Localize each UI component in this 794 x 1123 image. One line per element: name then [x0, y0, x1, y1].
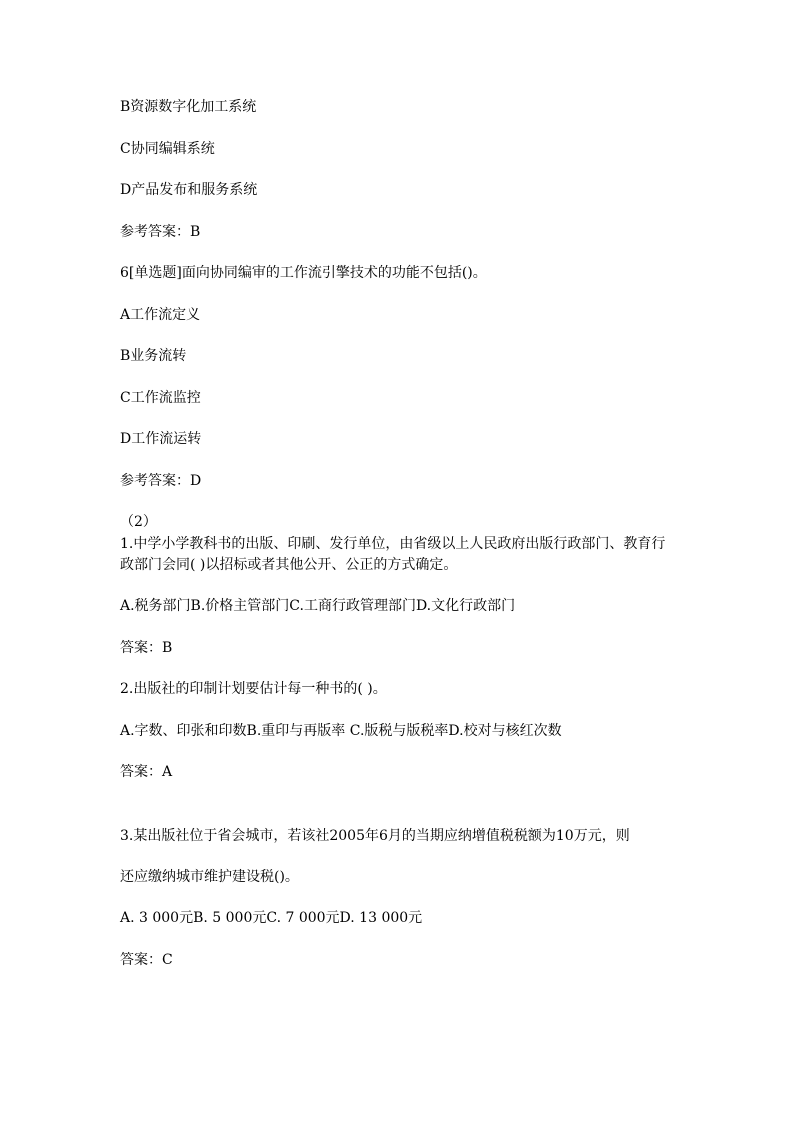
- question-2-options: A.字数、印张和印数B.重印与再版率 C.版税与版税率D.校对与核红次数: [120, 723, 562, 739]
- answer-line: 参考答案：D: [120, 473, 202, 489]
- answer-line: 答案：A: [120, 764, 173, 780]
- question-1-part-2: 政部门会同( )以招标或者其他公开、公正的方式确定。: [120, 557, 458, 573]
- section-heading: （2）: [120, 514, 157, 530]
- question-2: 2.出版社的印制计划要估计每一种书的( )。: [120, 681, 387, 697]
- option-a-line: A工作流定义: [120, 307, 201, 323]
- option-c-line: C协同编辑系统: [120, 141, 215, 157]
- question-1-part-1: 1.中学小学教科书的出版、印刷、发行单位，由省级以上人民政府出版行政部门、教育行: [120, 536, 666, 552]
- answer-line: 答案：C: [120, 952, 173, 968]
- option-d-line: D工作流运转: [120, 431, 202, 447]
- option-d-line: D产品发布和服务系统: [120, 182, 258, 198]
- question-3-part-1: 3.某出版社位于省会城市，若该社2005年6月的当期应纳增值税税额为10万元，则: [120, 828, 630, 844]
- question-3-options: A. 3 000元B. 5 000元C. 7 000元D. 13 000元: [120, 910, 423, 926]
- question-3-part-2: 还应缴纳城市维护建设税()。: [120, 869, 299, 885]
- option-c-line: C工作流监控: [120, 390, 201, 406]
- option-b-line: B业务流转: [120, 348, 187, 364]
- option-b-line: B资源数字化加工系统: [120, 99, 257, 115]
- question-1-options: A.税务部门B.价格主管部门C.工商行政管理部门D.文化行政部门: [120, 598, 516, 614]
- question-6: 6[单选题]面向协同编审的工作流引擎技术的功能不包括()。: [120, 265, 487, 281]
- answer-line: 参考答案：B: [120, 224, 201, 240]
- answer-line: 答案：B: [120, 640, 173, 656]
